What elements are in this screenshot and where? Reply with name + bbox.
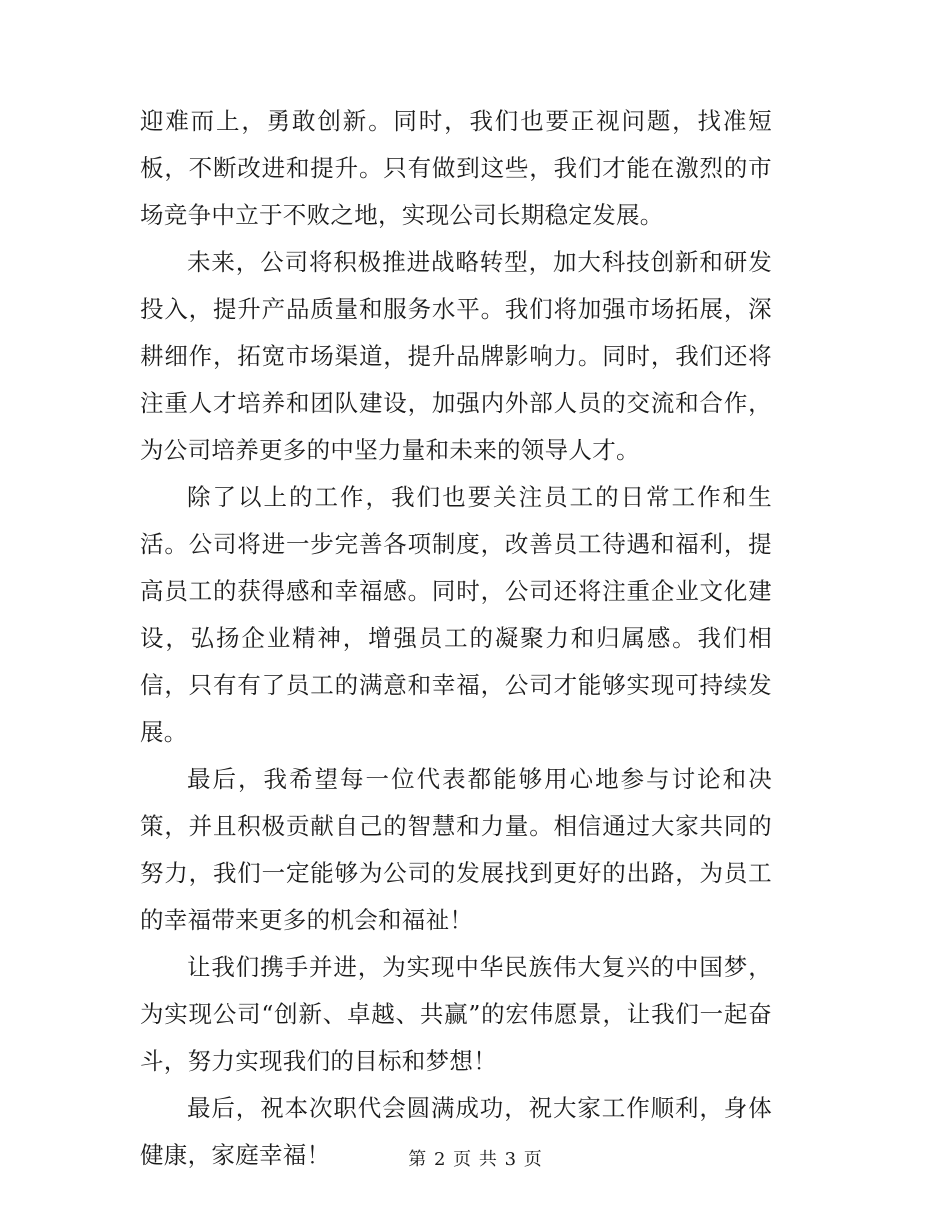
page-number-footer: 第 2 页 共 3 页 bbox=[408, 1149, 542, 1170]
paragraph: 最后，祝本次职代会圆满成功，祝大家工作顺利，身体健康，家庭幸福！ bbox=[140, 1094, 772, 1169]
document-body bbox=[140, 98, 772, 1179]
paragraph: 除了以上的工作，我们也要关注员工的日常工作和生活。公司将进一步完善各项制度，改善员工待遇和福利，提高员工的获得感和幸福感。同时，公司还将注重企业文化建设，弘扬企业精神，增强员工的凝聚力和归属感。我们相信，只有有了员工的满意和幸福，公司才能够实现可持续发展。 bbox=[140, 483, 772, 746]
paragraph: 让我们携手并进，为实现中华民族伟大复兴的中国梦，为实现公司“创新、卓越、共赢”的宏伟愿景，让我们一起奋斗，努力实现我们的目标和梦想！ bbox=[140, 953, 772, 1075]
paragraph: 迎难而上，勇敢创新。同时，我们也要正视问题，找准短板，不断改进和提升。只有做到这些，我们才能在激烈的市场竞争中立于不败之地，实现公司长期稳定发展。 bbox=[140, 107, 772, 229]
paragraph: 最后，我希望每一位代表都能够用心地参与讨论和决策，并且积极贡献自己的智慧和力量。相信通过大家共同的努力，我们一定能够为公司的发展找到更好的出路，为员工的幸福带来更多的机会和福祉！ bbox=[140, 765, 772, 934]
paragraph: 未来，公司将积极推进战略转型，加大科技创新和研发投入，提升产品质量和服务水平。我们将加强市场拓展，深耕细作，拓宽市场渠道，提升品牌影响力。同时，我们还将注重人才培养和团队建设，加强内外部人员的交流和合作，为公司培养更多的中坚力量和未来的领导人才。 bbox=[140, 248, 772, 464]
